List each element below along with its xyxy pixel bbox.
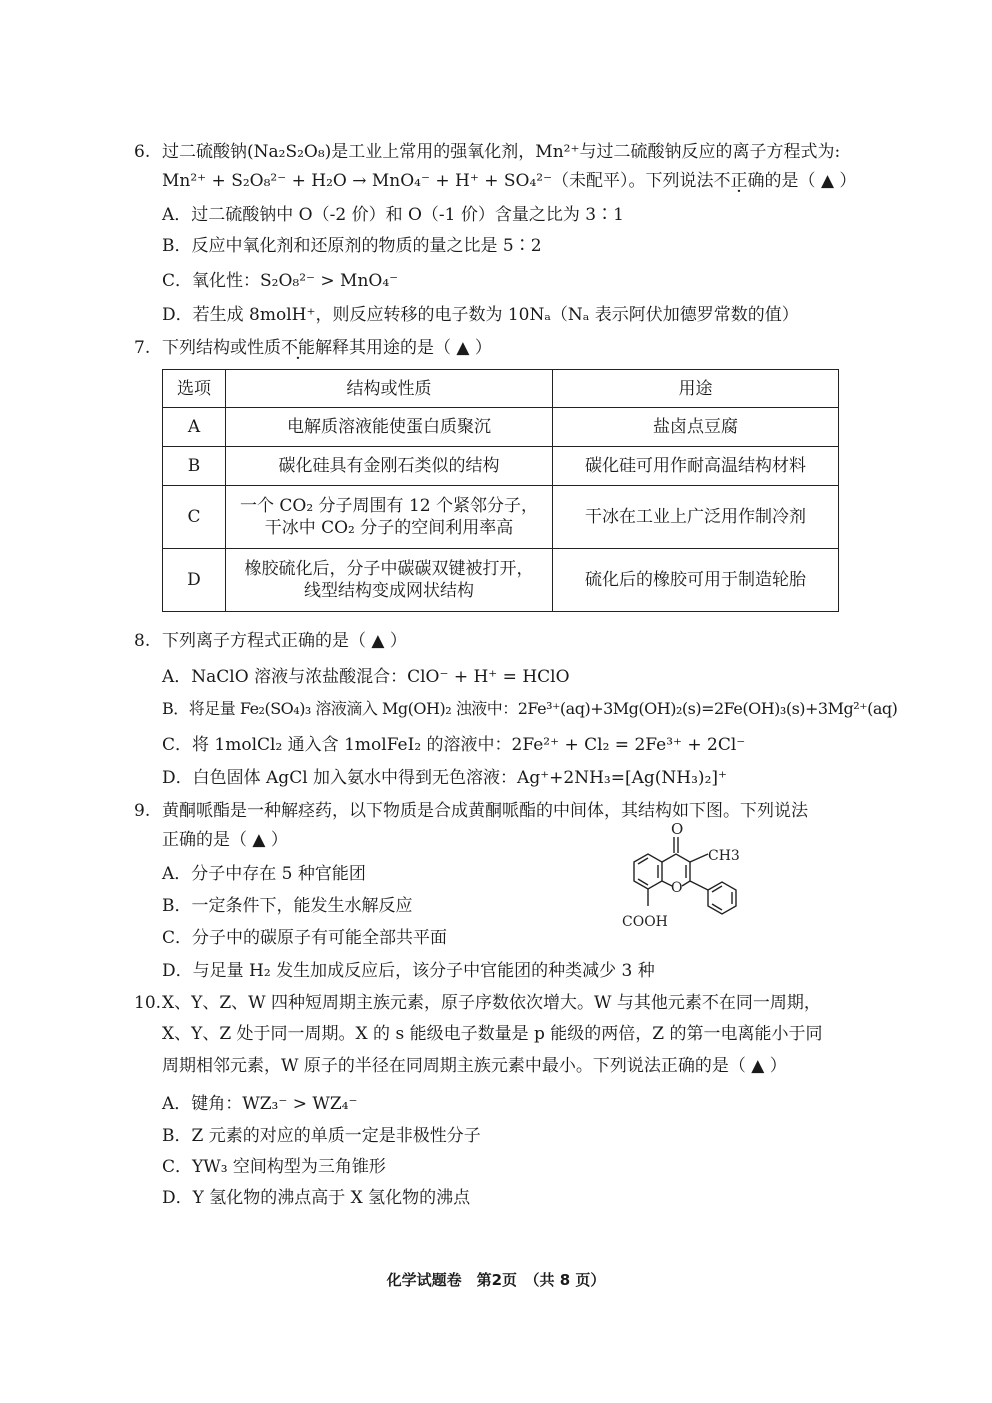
carbonyl-oxygen-label: O xyxy=(671,822,684,838)
q7-table-header xyxy=(163,370,839,408)
q10-stem-line2: X、Y、Z 处于同一周期。X 的 s 能级电子数量是 p 能级的两倍，Z 的第一电离能小于同 xyxy=(162,1024,823,1044)
q7-table xyxy=(162,369,839,612)
row-property: 碳化硅具有金刚石类似的结构 xyxy=(226,447,553,486)
row-property-line1: 一个 CO₂ 分子周围有 12 个紧邻分子， xyxy=(239,496,538,516)
row-use: 盐卤点豆腐 xyxy=(553,408,839,447)
row-property xyxy=(226,486,553,549)
q9-option-d[interactable]: D．与足量 H₂ 发生加成反应后，该分子中官能团的种类减少 3 种 xyxy=(162,961,655,981)
q6-stem-end: 的是（ ▲ ） xyxy=(764,171,857,191)
q9-option-a[interactable]: A．分子中存在 5 种官能团 xyxy=(162,864,366,884)
row-option: A xyxy=(163,408,226,447)
q10-option-b[interactable]: B．Z 元素的对应的单质一定是非极性分子 xyxy=(162,1126,481,1146)
q6-stem-line2 xyxy=(162,170,856,192)
q7-stem xyxy=(162,337,492,359)
q6-equation: Mn²⁺ + S₂O₈²⁻ + H₂O → MnO₄⁻ + H⁺ + SO₄²⁻ xyxy=(162,171,553,191)
page-footer: 化学试题卷 第2页 （共 8 页） xyxy=(386,1271,606,1289)
q10-option-a[interactable]: A．键角：WZ₃⁻ > WZ₄⁻ xyxy=(162,1094,358,1114)
q6-number: 6. xyxy=(134,142,151,162)
q10-number: 10. xyxy=(134,993,162,1013)
header-use: 用途 xyxy=(553,370,839,408)
row-property: 电解质溶液能使蛋白质聚沉 xyxy=(226,408,553,447)
q9-stem-line2: 正确的是（ ▲ ） xyxy=(162,830,288,850)
table-row xyxy=(163,447,839,486)
q7-stem-post: 解释其用途的是（ ▲ ） xyxy=(315,338,492,358)
q10-stem-line3: 周期相邻元素，W 原子的半径在同周期主族元素中最小。下列说法正确的是（ ▲ ） xyxy=(162,1056,787,1076)
row-use: 碳化硅可用作耐高温结构材料 xyxy=(553,447,839,486)
q6-unbalanced-note: （未配平）。下列说法 xyxy=(552,171,714,191)
row-property-line2: 干冰中 CO₂ 分子的空间利用率高 xyxy=(264,518,514,538)
q6-option-a[interactable]: A．过二硫酸钠中 O（-2 价）和 O（-1 价）含量之比为 3∶1 xyxy=(162,205,624,225)
flavone-structure-diagram xyxy=(620,822,770,934)
row-option: B xyxy=(163,447,226,486)
table-row xyxy=(163,408,839,447)
header-option: 选项 xyxy=(163,370,226,408)
row-property xyxy=(226,549,553,612)
q9-option-c[interactable]: C．分子中的碳原子有可能全部共平面 xyxy=(162,928,448,948)
q8-option-d[interactable]: D．白色固体 AgCl 加入氨水中得到无色溶液：Ag⁺+2NH₃=[Ag(NH₃)₂]⁺ xyxy=(162,768,727,788)
q9-number: 9. xyxy=(134,801,151,821)
row-use: 硫化后的橡胶可用于制造轮胎 xyxy=(553,549,839,612)
header-property: 结构或性质 xyxy=(226,370,553,408)
table-row xyxy=(163,549,839,612)
q10-stem-line1: X、Y、Z、W 四种短周期主族元素，原子序数依次增大。W 与其他元素不在同一周期， xyxy=(162,993,821,1013)
q8-option-c[interactable]: C．将 1molCl₂ 通入含 1molFeI₂ 的溶液中：2Fe²⁺ + Cl₂ = 2Fe³⁺ + 2Cl⁻ xyxy=(162,735,746,755)
q9-stem-line1: 黄酮哌酯是一种解痉药，以下物质是合成黄酮哌酯的中间体，其结构如下图。下列说法 xyxy=(162,801,808,821)
q7-emphasis: 不能 xyxy=(281,338,315,358)
q7-stem-pre: 下列结构或性质 xyxy=(162,338,281,358)
q10-option-d[interactable]: D．Y 氢化物的沸点高于 X 氢化物的沸点 xyxy=(162,1188,471,1208)
q6-emphasis: 不正确 xyxy=(713,171,765,191)
q6-option-c[interactable]: C．氧化性：S₂O₈²⁻ > MnO₄⁻ xyxy=(162,271,399,291)
q6-option-d[interactable]: D．若生成 8molH⁺，则反应转移的电子数为 10Nₐ（Nₐ 表示阿伏加德罗常数的值） xyxy=(162,305,799,325)
q7-number: 7. xyxy=(134,338,151,358)
q8-stem: 下列离子方程式正确的是（ ▲ ） xyxy=(162,631,407,651)
row-use: 干冰在工业上广泛用作制冷剂 xyxy=(553,486,839,549)
ring-oxygen-label: O xyxy=(671,880,683,896)
q8-option-a[interactable]: A．NaClO 溶液与浓盐酸混合：ClO⁻ + H⁺ = HClO xyxy=(162,667,570,687)
row-property-line1: 橡胶硫化后，分子中碳碳双键被打开， xyxy=(244,559,534,579)
q6-stem-line1: 过二硫酸钠(Na₂S₂O₈)是工业上常用的强氧化剂，Mn²⁺与过二硫酸钠反应的离子方程式为: xyxy=(162,142,841,162)
row-property-line2: 线型结构变成网状结构 xyxy=(304,581,474,601)
carboxyl-label: COOH xyxy=(622,914,668,930)
q8-number: 8. xyxy=(134,631,151,651)
q8-option-b[interactable]: B．将足量 Fe₂(SO₄)₃ 溶液滴入 Mg(OH)₂ 浊液中：2Fe³⁺(aq)+3Mg(OH)₂(s)=2Fe(OH)₃(s)+3Mg²⁺(aq) xyxy=(162,699,898,718)
q10-option-c[interactable]: C．YW₃ 空间构型为三角锥形 xyxy=(162,1157,386,1177)
q9-option-b[interactable]: B．一定条件下，能发生水解反应 xyxy=(162,896,413,916)
row-option: C xyxy=(163,486,226,549)
q6-option-b[interactable]: B．反应中氧化剂和还原剂的物质的量之比是 5∶2 xyxy=(162,236,542,256)
methyl-label: CH3 xyxy=(708,848,740,864)
row-option: D xyxy=(163,549,226,612)
table-row xyxy=(163,486,839,549)
